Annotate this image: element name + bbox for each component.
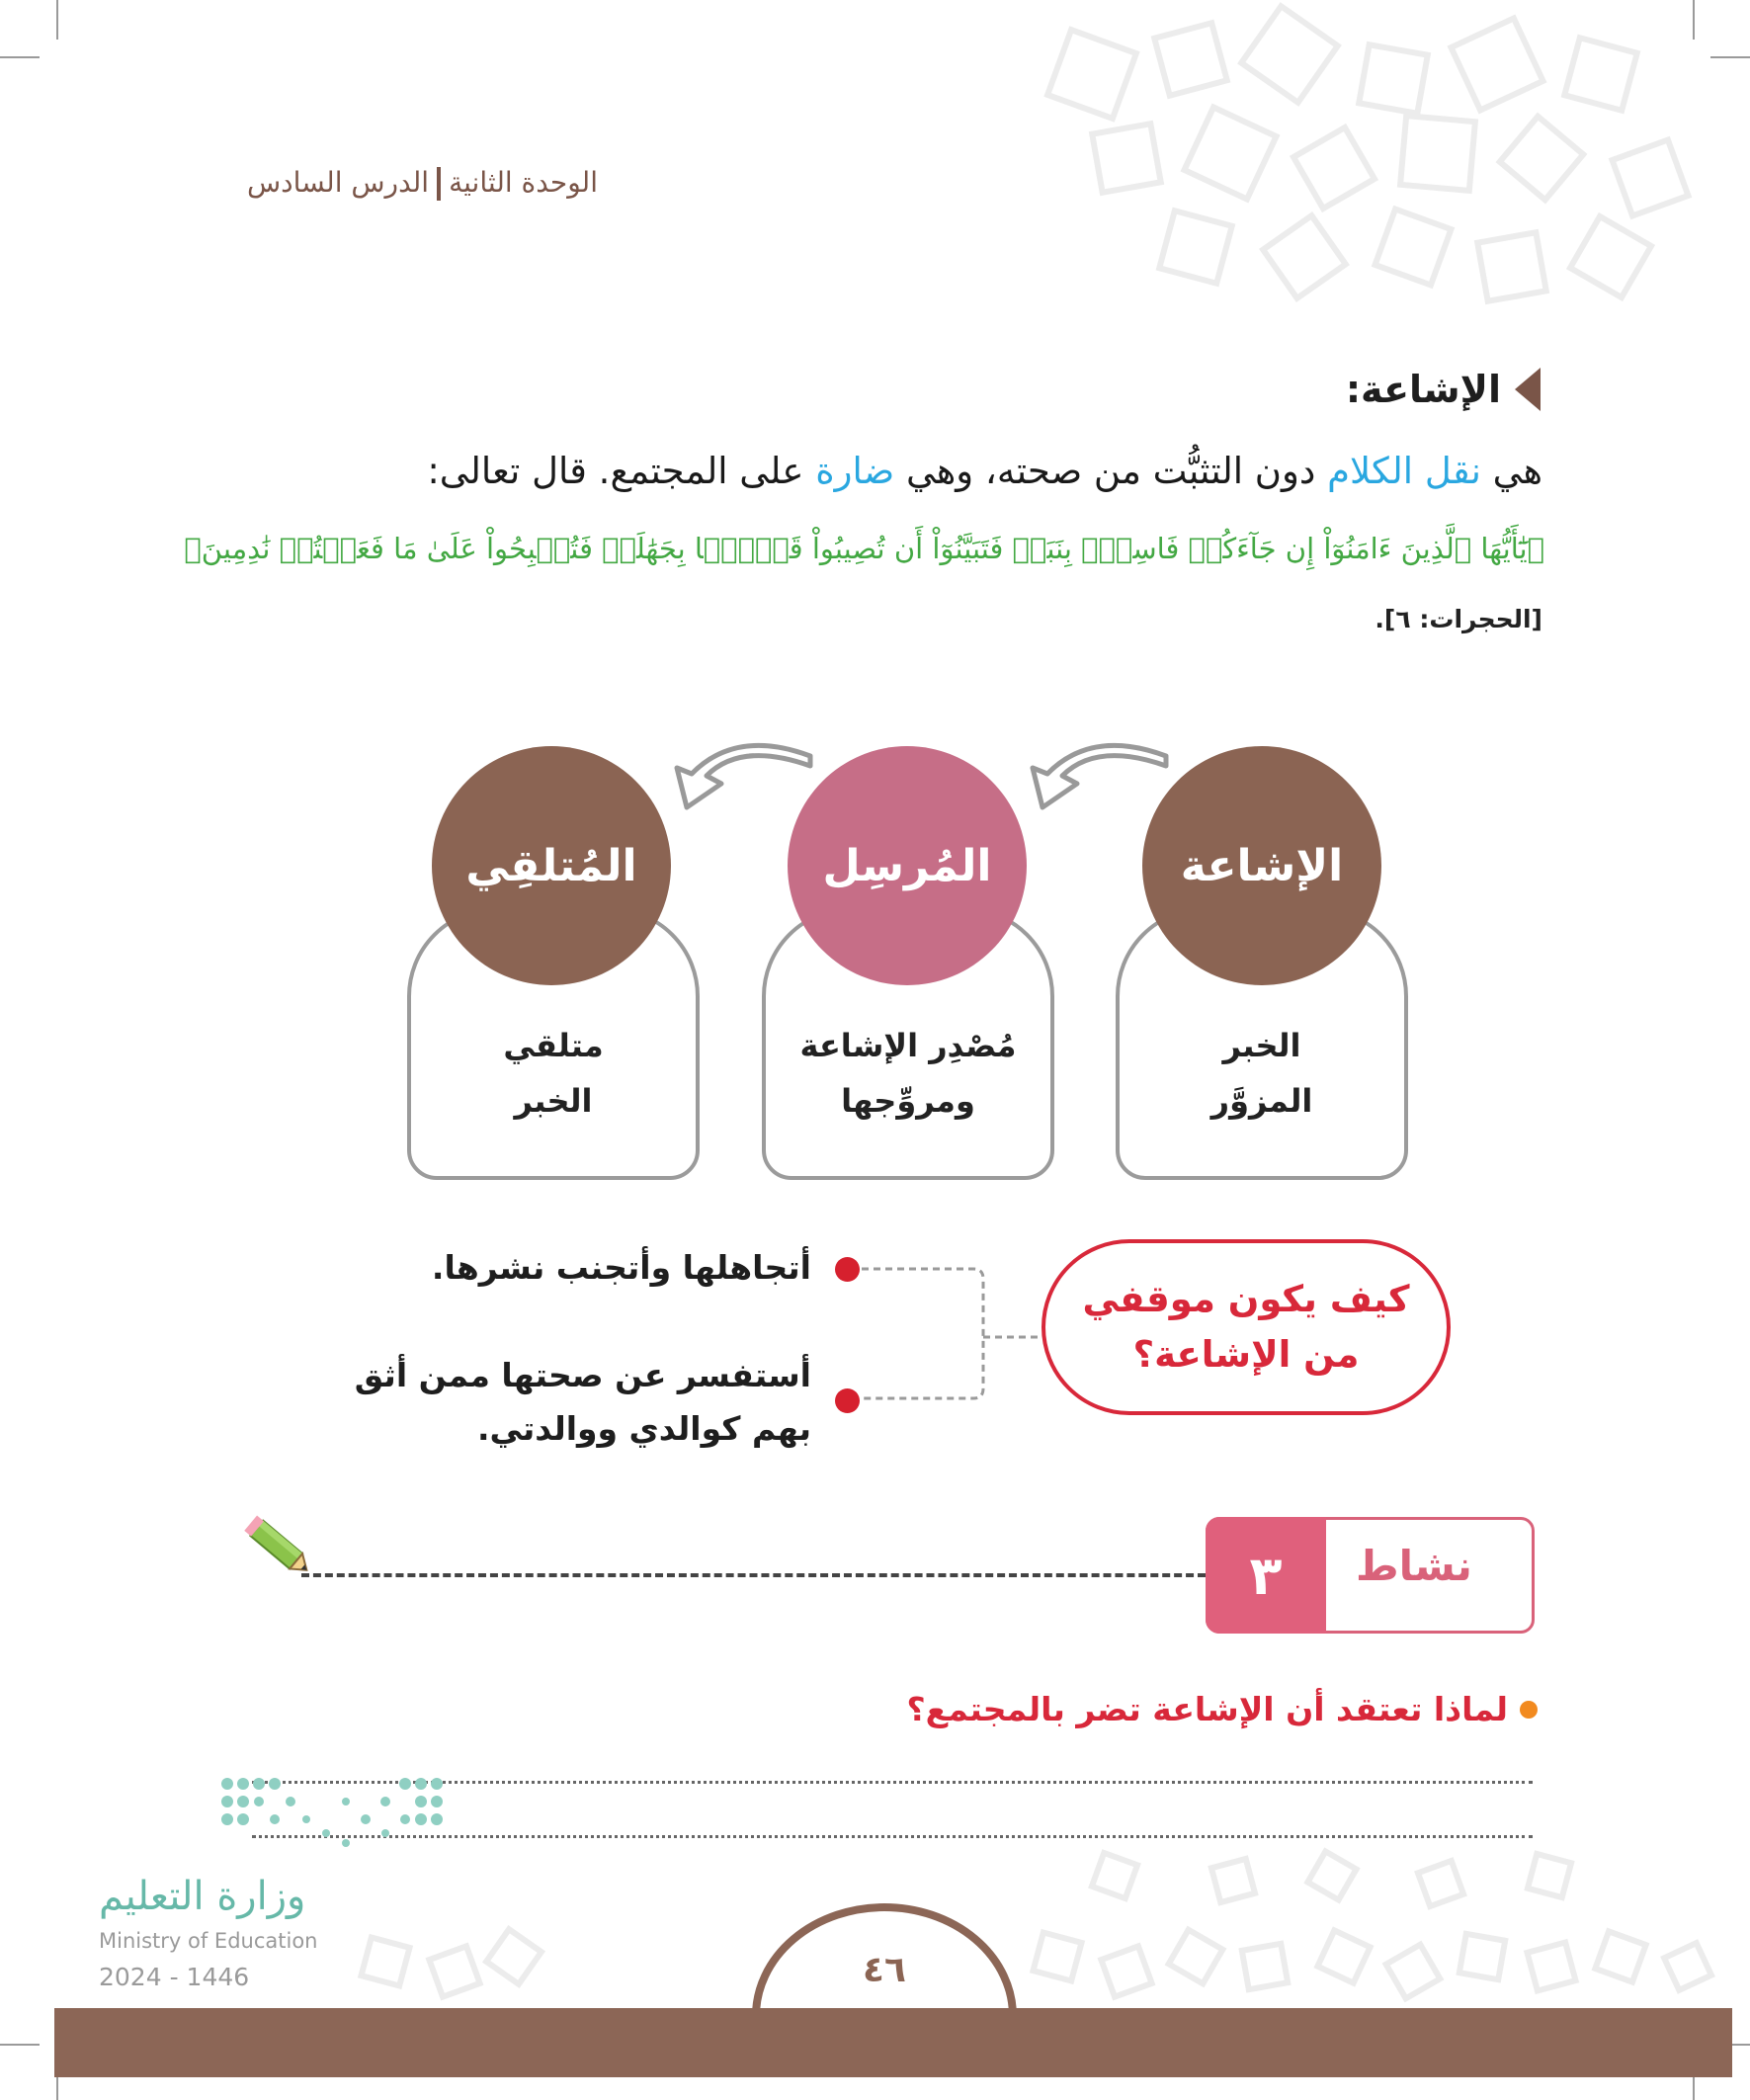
chevron-left-icon xyxy=(1515,368,1541,411)
ministry-name-ar: وزارة التعليم xyxy=(99,1874,306,1919)
crop-mark xyxy=(1693,0,1695,40)
para-end: على المجتمع. قال تعالى: xyxy=(427,450,804,492)
rumor-desc-2: المزوَّر xyxy=(1210,1082,1313,1120)
pencil-icon xyxy=(242,1512,316,1581)
rumor-desc-1: الخبر xyxy=(1222,1027,1301,1064)
dashed-divider xyxy=(301,1573,1206,1577)
connector-lines xyxy=(850,1255,1047,1413)
answer-2-line-2: بهم كوالدي ووالدتي. xyxy=(476,1409,811,1448)
arrow-left-icon xyxy=(677,745,810,807)
question-bubble xyxy=(1042,1239,1451,1415)
crop-mark xyxy=(56,0,58,40)
ministry-logo-icon xyxy=(217,1774,464,1853)
unit-title: الوحدة الثانية xyxy=(449,166,598,199)
answer-bullet xyxy=(835,1257,860,1282)
activity-question xyxy=(907,1690,1538,1728)
bubble-line-2: من الإشاعة؟ xyxy=(1132,1333,1360,1376)
receiver-desc-2: الخبر xyxy=(514,1082,593,1120)
section-heading xyxy=(1346,368,1541,411)
rumor-circle: الإشاعة xyxy=(1142,746,1381,985)
answer-2 xyxy=(355,1349,811,1456)
sender-desc-1: مُصْدِر الإشاعة xyxy=(799,1027,1017,1064)
footer-bar xyxy=(54,2008,1732,2077)
bullet-icon xyxy=(1520,1701,1538,1719)
para-middle: دون التثبُّت من صحته، وهي xyxy=(905,450,1316,492)
verse-reference: [الحجرات: ٦]. xyxy=(1375,605,1542,633)
highlight-harmful: ضارة xyxy=(815,450,895,492)
activity-label: نشاط xyxy=(1356,1542,1472,1590)
sender-desc-2: ومروِّجها xyxy=(841,1082,975,1120)
arrow-left-icon xyxy=(1033,745,1166,807)
answer-2-line-1: أستفسر عن صحتها ممن أثق xyxy=(354,1356,811,1394)
answer-1: أتجاهلها وأتجنب نشرها. xyxy=(431,1248,811,1287)
header-divider xyxy=(437,167,441,201)
crop-mark xyxy=(0,2044,40,2046)
bubble-line-1: كيف يكون موقفي xyxy=(1082,1278,1410,1320)
crop-mark xyxy=(0,56,40,58)
academic-year: 2024 - 1446 xyxy=(99,1963,250,1991)
page-number: ٤٦ xyxy=(863,1950,906,1990)
section-title: الإشاعة: xyxy=(1345,368,1501,411)
question-text: لماذا تعتقد أن الإشاعة تضر بالمجتمع؟ xyxy=(906,1690,1508,1728)
receiver-desc-1: متلقي xyxy=(503,1027,604,1064)
highlight-transfer: نقل الكلام xyxy=(1327,450,1481,492)
quran-verse: ﴿يَٰٓأَيُّهَا ٱلَّذِينَ ءَامَنُوٓاْ إِن جَآءَكُمۡ فَاسِقُۢ بِنَبَإٖ فَتَبَيَّنُوٓاْ أَن تُصِيبُواْ قَوۡمَۢا بِجَهَٰلَةٖ فَتُصۡبِحُواْ عَلَىٰ مَا فَعَلۡتُمۡ نَٰدِمِينَ﴾ xyxy=(184,532,1544,565)
lesson-title: الدرس السادس xyxy=(247,166,430,199)
activity-number: ٣ xyxy=(1206,1517,1326,1634)
page-header xyxy=(247,166,598,201)
sender-circle: المُرسِل xyxy=(788,746,1027,985)
answer-bullet xyxy=(835,1388,860,1413)
definition-paragraph xyxy=(427,450,1542,492)
crop-mark xyxy=(1710,56,1750,58)
ministry-name-en: Ministry of Education xyxy=(99,1929,318,1953)
para-intro: هي xyxy=(1492,450,1542,492)
receiver-circle: المُتلقِي xyxy=(432,746,671,985)
